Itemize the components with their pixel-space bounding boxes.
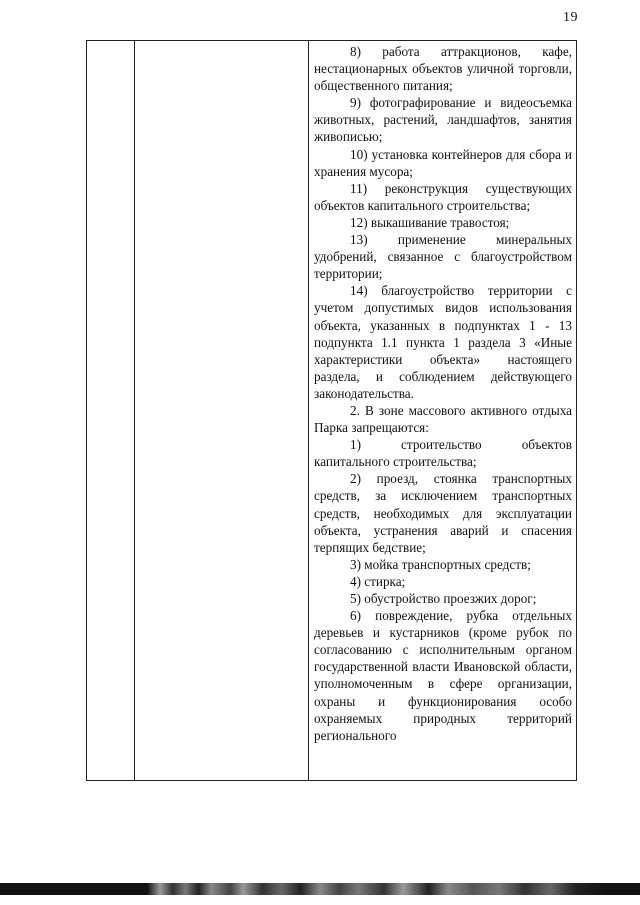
paragraph: 3) мойка транспортных средств; [350,556,531,572]
column-divider-1 [134,41,135,780]
paragraph: 10) установка контейнеров для сбора и хранения мусора; [314,146,572,179]
page-number: 19 [563,10,578,25]
paragraph: 11) реконструкция существующих объектов капитального строительства; [314,180,572,213]
column-divider-2 [308,41,309,780]
paragraph: 2. В зоне массового активного отдыха Парка запрещаются: [314,402,572,436]
paragraph: 13) применение минеральных удобрений, связанное с благоустройством территории; [314,232,572,282]
paragraph: 2) проезд, стоянка транспортных средств, за исключением транспортных средств, необходимых для эксплуатации объекта, устранения аварий и спасения терпящих бедствие; [314,471,572,555]
scan-edge-bar [0,883,640,895]
paragraph: 5) обустройство проезжих дорог; [350,591,537,606]
paragraph: 4) стирка; [350,573,406,589]
paragraph: 12) выкашивание травостоя; [350,214,510,230]
paragraph: 6) повреждение, рубка отдельных деревьев и кустарников (кроме рубок по согласованию с исполнительным органом государственной власти Ивановской области, уполномоченным в сфере организации, охраны и функционирования особо охраняемых природных территорий регионального [314,608,572,743]
paragraph: 1) строительство объектов капитального строительства; [314,437,572,470]
paragraph: 8) работа аттракционов, кафе, нестационарных объектов уличной торговли, общественного питания; [314,44,572,94]
document-table [86,40,577,781]
paragraph: 14) благоустройство территории с учетом допустимых видов использования объекта, указанных в подпунктах 1 - 13 подпункта 1.1 пункта 1 раздела 3 «Иные характеристики объекта» настоящего раздела, и соблюдением действующего законодательства. [314,283,572,401]
table-cell-content [314,43,572,744]
paragraph: 9) фотографирование и видеосъемка животных, растений, ландшафтов, занятия живописью; [314,95,572,145]
